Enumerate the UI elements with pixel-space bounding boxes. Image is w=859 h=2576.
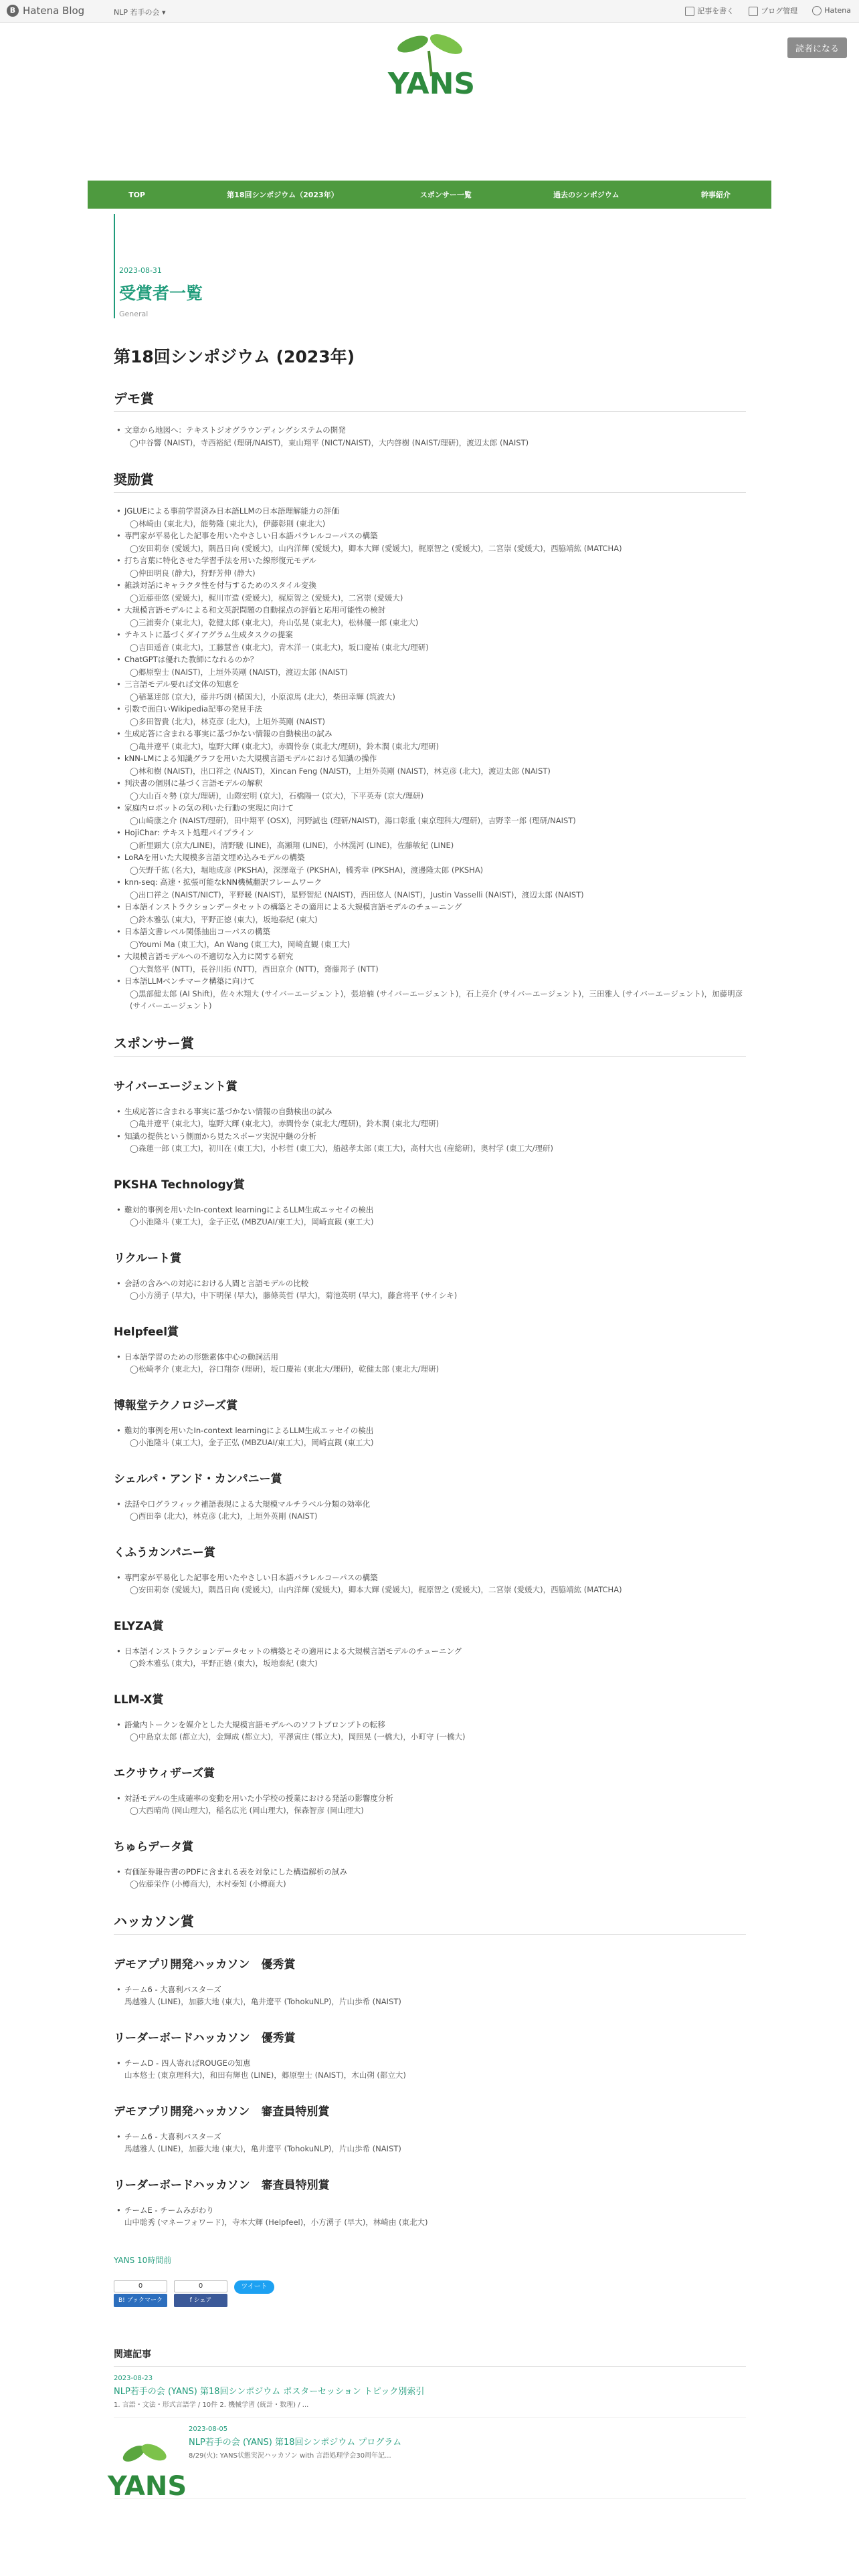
related-entry-date: 2023-08-23 bbox=[114, 2374, 153, 2382]
paper-title: 大規模言語モデルによる和文英訳問題の自動採点の評価と応用可能性の検討 bbox=[124, 605, 386, 615]
paper-authors: ◯小池隆斗 (東工大)，金子正弘 (MBZUAI/東工大)，岡崎直観 (東工大) bbox=[130, 1217, 374, 1226]
site-logo[interactable] bbox=[371, 29, 492, 101]
paper-title: 日本語LLMベンチマーク構築に向けて bbox=[124, 976, 256, 986]
yans-logo-image bbox=[371, 29, 492, 101]
award-list bbox=[114, 1572, 746, 1596]
paper-authors: 馬越雅人 (LINE)，加藤大地 (東大)，亀井遼平 (TohokuNLP)，片山歩希 (NAIST) bbox=[124, 2144, 401, 2153]
award-heading: Helpfeel賞 bbox=[114, 1325, 179, 1339]
award-item bbox=[114, 703, 746, 728]
award-item bbox=[114, 1792, 746, 1817]
award-item bbox=[114, 505, 746, 530]
paper-title: 専門家が平易化した記事を用いたやさしい日本語パラレルコーパスの構築 bbox=[124, 531, 378, 540]
award-item bbox=[114, 530, 746, 554]
award-item bbox=[114, 1130, 746, 1155]
paper-title: テキストに基づくダイアグラム生成タスクの提案 bbox=[124, 630, 293, 639]
paper-title: 知識の提供という側面から見たスポーツ実況中継の分析 bbox=[124, 1131, 317, 1141]
paper-authors: ◯新里顕大 (京大/LINE)，清野駿 (LINE)，高瀬翔 (LINE)，小林滉河 (LINE)，佐藤敏紀 (LINE) bbox=[130, 840, 454, 850]
paper-authors: ◯矢野千紘 (名大)，堀地成彦 (PKSHA)，深澤竜子 (PKSHA)，橘秀幸 (PKSHA)，渡邊隆太郎 (PKSHA) bbox=[130, 865, 484, 875]
award-list bbox=[114, 1424, 746, 1449]
award-item bbox=[114, 1866, 746, 1891]
entry-header bbox=[114, 214, 746, 318]
write-article-link[interactable]: 記事を書く bbox=[685, 5, 734, 16]
hatena-blog-logo-text: Hatena Blog bbox=[23, 5, 85, 17]
award-list bbox=[114, 1792, 746, 1817]
award-heading: ちゅらデータ賞 bbox=[114, 1840, 193, 1854]
paper-authors: ◯多田智貴 (北大)，林克彦 (北大)，上垣外英剛 (NAIST) bbox=[130, 716, 325, 726]
paper-title: チーム6 - 大喜利バスターズ bbox=[124, 1984, 221, 1994]
award-heading: リクルート賞 bbox=[114, 1251, 182, 1265]
award-item bbox=[114, 554, 746, 579]
paper-title: 語彙内トークンを媒介とした大規模言語モデルへのソフトプロンプトの転移 bbox=[124, 1719, 385, 1729]
award-list bbox=[114, 2204, 746, 2229]
paper-authors: ◯吉田遥音 (東北大)，工藤慧音 (東北大)，青木洋一 (東北大)，坂口慶祐 (東北大/理研) bbox=[130, 642, 429, 652]
paper-title: 専門家が平易化した記事を用いたやさしい日本語パラレルコーパスの構築 bbox=[124, 1572, 378, 1582]
hatena-bar-links bbox=[685, 5, 851, 16]
hatena-logo-icon: B bbox=[7, 5, 19, 17]
paper-authors: ◯林崎由 (東北大)，能勢隆 (東北大)，伊藤彰則 (東北大) bbox=[130, 518, 326, 528]
award-item bbox=[114, 2204, 746, 2229]
award-item bbox=[114, 975, 746, 1012]
paper-authors: ◯黒部健太郎 (AI Shift)，佐々木翔大 (サイバーエージェント)，張培楠 (サイバーエージェント)，石上亮介 (サイバーエージェント)，三田雅人 (サイバーエージェント)，加藤明彦 (サイバーエージェント) bbox=[130, 988, 743, 1010]
paper-authors: ◯佐藤栄作 (小樽商大)，木村泰知 (小樽商大) bbox=[130, 1879, 286, 1889]
related-entry[interactable] bbox=[107, 2425, 746, 2502]
award-item bbox=[114, 653, 746, 678]
paper-authors: ◯小池隆斗 (東工大)，金子正弘 (MBZUAI/東工大)，岡崎直観 (東工大) bbox=[130, 1438, 374, 1447]
award-heading: サイバーエージェント賞 bbox=[114, 1079, 237, 1093]
paper-authors: ◯Youmi Ma (東工大)，An Wang (東工大)，岡崎直観 (東工大) bbox=[130, 939, 351, 949]
award-heading: エクサウィザーズ賞 bbox=[114, 1766, 215, 1780]
award-item bbox=[114, 777, 746, 802]
hatebu-count: 0 bbox=[114, 2280, 167, 2292]
award-item bbox=[114, 424, 746, 449]
paper-title: 大規模言語モデルへの不適切な入力に関する研究 bbox=[124, 952, 294, 961]
award-list bbox=[114, 2131, 746, 2155]
paper-title: 難対的事例を用いたIn-context learningによるLLM生成エッセイの検出 bbox=[124, 1204, 374, 1214]
award-heading: リーダーボードハッカソン 審査員特別賞 bbox=[114, 2178, 330, 2192]
award-list bbox=[114, 1498, 746, 1523]
paper-title: 引数で面白いWikipedia記事の発見手法 bbox=[124, 704, 262, 714]
hatebu-button[interactable]: B! ブックマーク bbox=[114, 2294, 167, 2307]
award-list bbox=[114, 424, 746, 449]
paper-authors: 山本悠士 (東京理科大)，和田有輝也 (LINE)，郷原聖士 (NAIST)，木山朔 (都立大) bbox=[124, 2070, 406, 2080]
paper-title: 有価証券報告書のPDFに含まれる表を対象にした構造解析の試み bbox=[124, 1866, 347, 1876]
hatena-blog-logo[interactable] bbox=[7, 5, 84, 17]
award-list bbox=[114, 1645, 746, 1670]
share-buttons bbox=[114, 2280, 746, 2307]
paper-authors: ◯中島京太郎 (都立大)，金輝成 (都立大)，平澤寅庄 (都立大)，岡照晃 (一橋大)，小町守 (一橋大) bbox=[130, 1732, 466, 1741]
paper-title: 難対的事例を用いたIn-context learningによるLLM生成エッセイの検出 bbox=[124, 1425, 374, 1435]
related-entry-title[interactable]: NLP若手の会 (YANS) 第18回シンポジウム ポスターセッション トピック別索引 bbox=[114, 2386, 425, 2397]
paper-title: チームD - 四人寄ればROUGEの知恵 bbox=[124, 2058, 251, 2068]
award-item bbox=[114, 579, 746, 604]
facebook-share bbox=[174, 2280, 227, 2307]
award-item bbox=[114, 1351, 746, 1376]
award-item bbox=[114, 1572, 746, 1596]
entry-category[interactable]: General bbox=[119, 310, 149, 318]
paper-authors: ◯安田莉奈 (愛媛大)，隅昌日向 (愛媛大)，山内洋輝 (愛媛大)，卿本大輝 (愛媛大)，梶原智之 (愛媛大)，二宮崇 (愛媛大)，西脇靖紘 (MATCHA) bbox=[130, 543, 622, 553]
paper-title: 判決書の個別に基づく言語モデルの解釈 bbox=[124, 778, 263, 788]
award-heading: LLM-X賞 bbox=[114, 1693, 164, 1707]
entry-footer-meta[interactable]: YANS 10時間前 bbox=[114, 2255, 172, 2265]
award-item bbox=[114, 1277, 746, 1302]
paper-title: チームE - チームみがわり bbox=[124, 2205, 214, 2215]
paper-authors: ◯鈴木雅弘 (東大)，平野正徳 (東大)，坂地泰紀 (東大) bbox=[130, 914, 318, 924]
award-item bbox=[114, 629, 746, 653]
paper-title: 生成応答に含まれる事実に基づかない情報の自動検出の試み bbox=[124, 729, 332, 738]
paper-authors: 馬越雅人 (LINE)，加藤大地 (東大)，亀井遼平 (TohokuNLP)，片山歩希 (NAIST) bbox=[124, 1997, 401, 2006]
yans-thumbnail-image bbox=[107, 2434, 187, 2502]
award-heading: デモアプリ開発ハッカソン 優秀賞 bbox=[114, 1957, 296, 1971]
paper-authors: ◯郷原聖士 (NAIST)，上垣外英剛 (NAIST)，渡辺太郎 (NAIST) bbox=[130, 667, 348, 677]
section-heading: デモ賞 bbox=[114, 388, 746, 412]
award-item bbox=[114, 2131, 746, 2155]
award-item bbox=[114, 1645, 746, 1670]
paper-authors: ◯大賀悠平 (NTT)，長谷川拓 (NTT)，西田京介 (NTT)，齋藤邦子 (NTT) bbox=[130, 964, 379, 974]
award-heading: リーダーボードハッカソン 優秀賞 bbox=[114, 2031, 296, 2045]
hatena-account-link[interactable]: Hatena bbox=[812, 6, 851, 15]
hatebu-share bbox=[114, 2280, 167, 2307]
global-nav bbox=[88, 181, 771, 209]
paper-title: 日本語文書レベル関係抽出コーパスの構築 bbox=[124, 927, 270, 936]
paper-authors: ◯松崎孝介 (東北大)，谷口翔奈 (理研)，坂口慶祐 (東北大/理研)，乾健太郎 (東北大/理研) bbox=[130, 1364, 440, 1374]
paper-authors: ◯山崎康之介 (NAIST/理研)，田中翔平 (OSX)，河野誠也 (理研/NAIST)，湯口彰重 (東京理科大/理研)，吉野幸一郎 (理研/NAIST) bbox=[130, 815, 576, 825]
award-item bbox=[114, 752, 746, 777]
paper-title: 雑談対話にキャラクタ性を付与するためのスタイル変換 bbox=[124, 580, 317, 590]
related-entry-thumbnail[interactable] bbox=[107, 2434, 187, 2502]
paper-authors: ◯小方湧子 (早大)，中下明保 (早大)，藤條英哲 (早大)，菊池英明 (早大)，藤倉将平 (サイシキ) bbox=[130, 1291, 458, 1300]
award-item bbox=[114, 950, 746, 975]
award-heading: シェルパ・アンド・カンパニー賞 bbox=[114, 1472, 282, 1486]
related-entry[interactable] bbox=[114, 2375, 746, 2418]
paper-authors: ◯中谷響 (NAIST)，寺西裕紀 (理研/NAIST)，東山翔平 (NICT/NAIST)，大内啓樹 (NAIST/理研)，渡辺太郎 (NAIST) bbox=[130, 437, 529, 447]
award-list bbox=[114, 505, 746, 1012]
related-entry-title[interactable]: NLP若手の会 (YANS) 第18回シンポジウム プログラム bbox=[189, 2437, 402, 2448]
paper-authors: ◯仲田明良 (静大)，狩野芳伸 (静大) bbox=[130, 568, 256, 578]
award-item bbox=[114, 678, 746, 703]
award-item bbox=[114, 851, 746, 876]
award-heading: デモアプリ開発ハッカソン 審査員特別賞 bbox=[114, 2105, 330, 2119]
facebook-share-button[interactable]: f シェア bbox=[174, 2294, 227, 2307]
paper-title: 打ち言葉に特化させた学習手法を用いた線形復元モデル bbox=[124, 556, 316, 565]
paper-title: ChatGPTは優れた教師になれるのか？ bbox=[124, 655, 258, 664]
award-item bbox=[114, 802, 746, 827]
award-item bbox=[114, 1105, 746, 1130]
award-item bbox=[114, 1204, 746, 1228]
award-list bbox=[114, 1866, 746, 1891]
paper-title: 対話モデルの生成確率の変動を用いた小学校の授業における発話の影響度分析 bbox=[124, 1793, 393, 1803]
paper-authors: ◯亀井遼平 (東北大)，塩野大輝 (東北大)，赤間怜奈 (東北大/理研)，鈴木潤 (東北大/理研) bbox=[130, 1119, 440, 1128]
award-item bbox=[114, 1719, 746, 1743]
hatena-bar bbox=[0, 0, 859, 23]
nav-organizers[interactable]: 幹事紹介 bbox=[700, 191, 731, 199]
award-list bbox=[114, 1983, 746, 2008]
paper-title: LoRAを用いた大規模多言語文埋め込みモデルの構築 bbox=[124, 853, 305, 862]
article bbox=[107, 214, 746, 2502]
paper-title: 家庭内ロボットの気の利いた行動の実現に向けて bbox=[124, 803, 294, 813]
award-heading: ELYZA賞 bbox=[114, 1619, 164, 1633]
paper-title: JGLUEによる事前学習済み日本語LLMの日本語理解能力の評価 bbox=[124, 506, 340, 516]
award-item bbox=[114, 1498, 746, 1523]
section-heading: スポンサー賞 bbox=[114, 1033, 746, 1057]
blog-menu[interactable]: NLP 若手の会 ▾ bbox=[114, 8, 166, 17]
paper-title: HojiChar: テキスト処理パイプライン bbox=[124, 828, 254, 837]
entry-title[interactable]: 受賞者一覧 bbox=[119, 284, 203, 303]
paper-authors: ◯森蓮一郎 (東工大)，初川在 (東工大)，小杉哲 (東工大)，船越孝太郎 (東工大)，高村大也 (産総研)，奥村学 (東工大/理研) bbox=[130, 1144, 554, 1153]
paper-authors: ◯稲葉達郎 (京大)，藤井巧朗 (横国大)，小原涼馬 (北大)，柴田幸輝 (筑波大) bbox=[130, 691, 395, 702]
paper-title: 日本語インストラクションデータセットの構築とその適用による大規模言語モデルのチューニング bbox=[124, 902, 462, 911]
award-item bbox=[114, 926, 746, 950]
subscribe-button[interactable]: 読者になる bbox=[787, 37, 847, 58]
paper-title: 文章から地図へ：テキストジオグラウンディングシステムの開発 bbox=[124, 425, 346, 435]
award-list bbox=[114, 1204, 746, 1228]
user-icon bbox=[812, 6, 822, 15]
related-entry-description: 8/29(火): YANS状態実況ハッカソン with 言語処理学会30周年記... bbox=[189, 2452, 391, 2460]
paper-authors: ◯大西晴尚 (岡山理大)，稲名広光 (岡山理大)，保森智彦 (岡山理大) bbox=[130, 1806, 364, 1815]
section-heading: 奨励賞 bbox=[114, 469, 746, 493]
yans-logo-text: YANS bbox=[387, 67, 476, 101]
yans-thumbnail-text: YANS bbox=[107, 2470, 187, 2502]
paper-authors: ◯三浦奏介 (東北大)，乾健太郎 (東北大)，舟山弘晃 (東北大)，松林優一郎 (東北大) bbox=[130, 617, 419, 627]
tweet-button[interactable]: ツイート bbox=[234, 2280, 274, 2294]
paper-title: チーム6 - 大喜利バスターズ bbox=[124, 2131, 221, 2141]
award-item bbox=[114, 604, 746, 629]
award-list bbox=[114, 2057, 746, 2082]
paper-title: 三言語モデル要れば文体の知恵を bbox=[124, 679, 240, 689]
award-item bbox=[114, 827, 746, 851]
award-heading: PKSHA Technology賞 bbox=[114, 1178, 245, 1192]
paper-authors: ◯大山百々勢 (京大/理研)，山際宏明 (京大)，石橋陽一 (京大)，下平英寿 (京大/理研) bbox=[130, 790, 424, 800]
section-heading: ハッカソン賞 bbox=[114, 1911, 746, 1935]
paper-title: 会話の含みへの対応における人間と言語モデルの比較 bbox=[124, 1278, 309, 1288]
related-heading: 関連記事 bbox=[114, 2347, 746, 2367]
paper-authors: ◯出口祥之 (NAIST/NICT)，平野暖 (NAIST)，星野智紀 (NAIST)，西田悠人 (NAIST)，Justin Vasselli (NAIST)，渡辺太郎 (NAIST) bbox=[130, 889, 584, 899]
award-item bbox=[114, 1983, 746, 2008]
nav-symposium-2023[interactable]: 第18回シンポジウム（2023年） bbox=[227, 191, 339, 199]
nav-top[interactable]: TOP bbox=[128, 190, 145, 199]
paper-title: 生成応答に含まれる事実に基づかない情報の自動検出の試み bbox=[124, 1106, 332, 1116]
paper-authors: ◯林和樹 (NAIST)，出口祥之 (NAIST)，Xincan Feng (NAIST)，上垣外英剛 (NAIST)，林克彦 (北大)，渡辺太郎 (NAIST) bbox=[130, 766, 551, 776]
nav-past-symposia[interactable]: 過去のシンポジウム bbox=[553, 191, 619, 199]
award-item bbox=[114, 728, 746, 752]
paper-authors: ◯鈴木雅弘 (東大)，平野正徳 (東大)，坂地泰紀 (東大) bbox=[130, 1658, 318, 1668]
dashboard-icon bbox=[749, 7, 758, 16]
symposium-heading: 第18回シンポジウム (2023年) bbox=[114, 347, 355, 366]
paper-authors: 山中聡秀 (マネーフォワード)，寺本大輝 (Helpfeel)，小方湧子 (早大)，林崎由 (東北大) bbox=[124, 2218, 428, 2227]
nav-sponsors[interactable]: スポンサー一覧 bbox=[419, 191, 472, 199]
award-list bbox=[114, 1351, 746, 1376]
facebook-count: 0 bbox=[174, 2280, 227, 2292]
entry-date[interactable]: 2023-08-31 bbox=[119, 266, 162, 275]
award-sections bbox=[114, 388, 746, 2229]
award-list bbox=[114, 1105, 746, 1155]
related-entry-description: 1. 言語・文法・形式言語学 / 10件 2. 機械学習 (統計・数理) / ... bbox=[114, 2401, 309, 2409]
paper-title: 日本語インストラクションデータセットの構築とその適用による大規模言語モデルのチューニング bbox=[124, 1646, 462, 1656]
award-item bbox=[114, 876, 746, 901]
paper-title: kNN-LMによる知識グラフを用いた大規模言語モデルにおける知識の操作 bbox=[124, 754, 377, 763]
award-item bbox=[114, 901, 746, 926]
paper-title: 日本語学習のための形態素体中心の動詞活用 bbox=[124, 1352, 278, 1362]
paper-authors: ◯安田莉奈 (愛媛大)，隅昌日向 (愛媛大)，山内洋輝 (愛媛大)，卿本大輝 (愛媛大)，梶原智之 (愛媛大)，二宮崇 (愛媛大)，西脇靖紘 (MATCHA) bbox=[130, 1585, 622, 1594]
related-entries bbox=[107, 2347, 746, 2502]
paper-authors: ◯西田拳 (北大)，林克彦 (北大)，上垣外英剛 (NAIST) bbox=[130, 1511, 318, 1521]
blog-admin-link[interactable]: ブログ管理 bbox=[749, 5, 797, 16]
paper-authors: ◯亀井遼平 (東北大)，塩野大輝 (東北大)，赤間怜奈 (東北大/理研)，鈴木潤 (東北大/理研) bbox=[130, 741, 440, 751]
paper-title: 法話や口グラフィック補語表現による大規模マルチラベル分類の効率化 bbox=[124, 1499, 371, 1509]
award-heading: くふうカンパニー賞 bbox=[114, 1545, 215, 1560]
related-entry-date: 2023-08-05 bbox=[189, 2425, 228, 2433]
award-list bbox=[114, 1719, 746, 1743]
award-item bbox=[114, 1424, 746, 1449]
award-heading: 博報堂テクノロジーズ賞 bbox=[114, 1398, 238, 1412]
award-list bbox=[114, 1277, 746, 1302]
paper-authors: ◯近藤亜悠 (愛媛大)，梶川市造 (愛媛大)，梶原智之 (愛媛大)，二宮崇 (愛媛大) bbox=[130, 593, 403, 603]
award-item bbox=[114, 2057, 746, 2082]
paper-title: knn-seq: 高速・拡張可能なkNN機械翻訳フレームワーク bbox=[124, 877, 322, 887]
pencil-icon bbox=[685, 7, 694, 16]
